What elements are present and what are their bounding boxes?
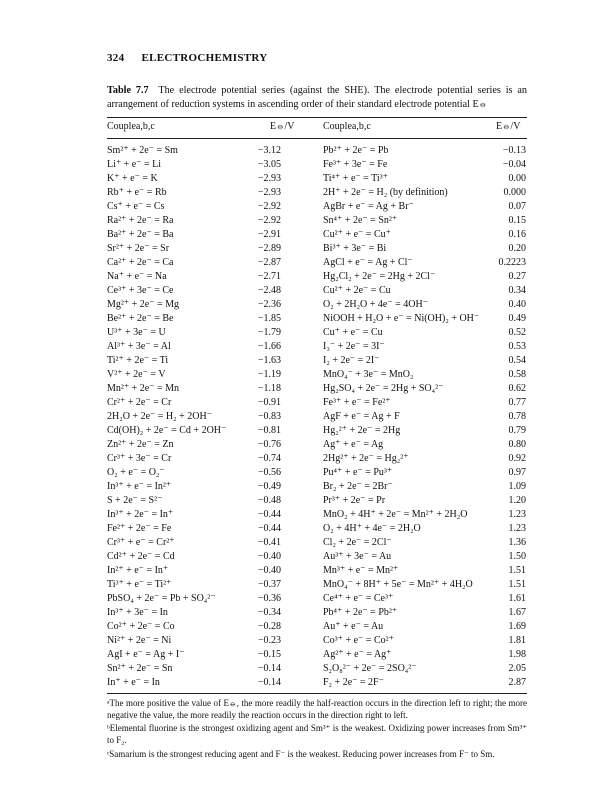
table-row (107, 312, 527, 326)
couple-right: S₂O₈²⁻ + 2e⁻ = 2SO₄²⁻ (323, 663, 417, 674)
potential-right: 0.07 (508, 201, 526, 212)
couple-right: 2H⁺ + 2e⁻ = H₂ (by definition) (323, 187, 448, 198)
table-row (107, 550, 527, 564)
couple-right: I₂ + 2e⁻ = 2I⁻ (323, 355, 380, 366)
potential-right: 0.80 (508, 439, 526, 450)
table-caption (107, 84, 527, 112)
table-row (107, 648, 527, 662)
potential-right: 1.69 (508, 621, 526, 632)
couple-left: V²⁺ + 2e⁻ = V (107, 369, 166, 380)
table-row (107, 564, 527, 578)
potential-right: 1.61 (508, 593, 526, 604)
couple-left: O₂ + e⁻ = O₂⁻ (107, 467, 165, 478)
couple-right: Ag⁺ + e⁻ = Ag (323, 439, 384, 450)
potential-left: −1.19 (257, 369, 281, 380)
table-row (107, 578, 527, 592)
couple-right: Cu⁺ + e⁻ = Cu (323, 327, 383, 338)
couple-left: 2H₂O + 2e⁻ = H₂ + 2OH⁻ (107, 411, 212, 422)
couple-left: Ti²⁺ + 2e⁻ = Ti (107, 355, 169, 366)
potential-table-body (107, 144, 527, 690)
potential-right: 0.79 (508, 425, 526, 436)
table-row (107, 270, 527, 284)
couple-right: Fe³⁺ + 3e⁻ = Fe (323, 159, 388, 170)
col-header-potential-left: E⦵/V (270, 121, 295, 132)
couple-left: Cd(OH)₂ + 2e⁻ = Cd + 2OH⁻ (107, 425, 227, 436)
potential-left: −0.37 (257, 579, 281, 590)
table-row (107, 340, 527, 354)
couple-left: In⁺ + e⁻ = In (107, 677, 160, 688)
potential-left: −2.87 (257, 257, 281, 268)
couple-right: F₂ + 2e⁻ = 2F⁻ (323, 677, 384, 688)
couple-left: Sn²⁺ + 2e⁻ = Sn (107, 663, 173, 674)
couple-right: Hg₂²⁺ + 2e⁻ = 2Hg (323, 425, 401, 436)
couple-left: Cr²⁺ + 2e⁻ = Cr (107, 397, 172, 408)
table-row (107, 368, 527, 382)
table-row (107, 326, 527, 340)
potential-right: 1.23 (508, 523, 526, 534)
couple-right: Br₂ + 2e⁻ = 2Br⁻ (323, 481, 393, 492)
table-row (107, 676, 527, 690)
potential-left: −0.14 (257, 677, 281, 688)
col-header-couple-left: Couplea,b,c (107, 121, 155, 132)
table-row (107, 410, 527, 424)
footnote-b: ᵇElemental fluorine is the strongest oxidizing agent and Sm³⁺ is the weakest. Oxidizing power increases from Sm³⁺ to F₂. (107, 723, 527, 745)
potential-right: 0.52 (508, 327, 526, 338)
running-title: ELECTROCHEMISTRY (141, 52, 268, 64)
potential-left: −0.56 (257, 467, 281, 478)
couple-left: Ca²⁺ + 2e⁻ = Ca (107, 257, 174, 268)
col-header-couple-right: Couplea,b,c (323, 121, 371, 132)
potential-left: −2.92 (257, 215, 281, 226)
footnote-c: ᶜSamarium is the strongest reducing agent and F⁻ is the weakest. Reducing power increases from F⁻ to Sm. (107, 749, 495, 759)
potential-left: −1.85 (257, 313, 281, 324)
couple-left: Sr²⁺ + 2e⁻ = Sr (107, 243, 170, 254)
table-row (107, 354, 527, 368)
potential-left: −1.66 (257, 341, 281, 352)
couple-right: Bi³⁺ + 3e⁻ = Bi (323, 243, 387, 254)
couple-left: S + 2e⁻ = S²⁻ (107, 495, 163, 506)
couple-left: Be²⁺ + 2e⁻ = Be (107, 313, 174, 324)
couple-left: PbSO₄ + 2e⁻ = Pb + SO₄²⁻ (107, 593, 216, 604)
table-row (107, 172, 527, 186)
table-row (107, 620, 527, 634)
potential-right: 0.54 (508, 355, 526, 366)
couple-left: Ce³⁺ + 3e⁻ = Ce (107, 285, 174, 296)
potential-left: −0.76 (257, 439, 281, 450)
potential-right: 0.34 (508, 285, 526, 296)
couple-left: In³⁺ + 3e⁻ = In (107, 607, 168, 618)
couple-right: Au³⁺ + 3e⁻ = Au (323, 551, 392, 562)
couple-right: MnO₂ + 4H⁺ + 2e⁻ = Mn²⁺ + 2H₂O (323, 509, 468, 520)
potential-left: −0.83 (257, 411, 281, 422)
potential-right: 1.51 (508, 565, 526, 576)
couple-left: AgI + e⁻ = Ag + I⁻ (107, 649, 185, 660)
couple-left: Na⁺ + e⁻ = Na (107, 271, 167, 282)
potential-right: 1.23 (508, 509, 526, 520)
page-number: 324 (107, 52, 125, 64)
potential-left: −3.12 (257, 145, 281, 156)
couple-right: Au⁺ + e⁻ = Au (323, 621, 384, 632)
potential-left: −2.92 (257, 201, 281, 212)
table-row (107, 284, 527, 298)
table-row (107, 634, 527, 648)
couple-left: Fe²⁺ + 2e⁻ = Fe (107, 523, 172, 534)
couple-left: Mg²⁺ + 2e⁻ = Mg (107, 299, 180, 310)
couple-right: Sn⁴⁺ + 2e⁻ = Sn²⁺ (323, 215, 398, 226)
col-header-potential-right: E⦵/V (496, 121, 521, 132)
potential-right: −0.04 (502, 159, 526, 170)
couple-left: Cs⁺ + e⁻ = Cs (107, 201, 165, 212)
couple-left: Al³⁺ + 3e⁻ = Al (107, 341, 171, 352)
couple-left: Cr³⁺ + e⁻ = Cr²⁺ (107, 537, 175, 548)
potential-right: 0.92 (508, 453, 526, 464)
potential-right: 0.97 (508, 467, 526, 478)
potential-right: 2.87 (508, 677, 526, 688)
couple-right: Cu²⁺ + e⁻ = Cu⁺ (323, 229, 391, 240)
potential-left: −0.36 (257, 593, 281, 604)
couple-left: U³⁺ + 3e⁻ = U (107, 327, 166, 338)
potential-left: −0.91 (257, 397, 281, 408)
table-bottom-rule (107, 693, 527, 694)
potential-right: 0.16 (508, 229, 526, 240)
potential-left: −1.63 (257, 355, 281, 366)
couple-left: In³⁺ + 2e⁻ = In⁺ (107, 509, 174, 520)
couple-right: Mn³⁺ + e⁻ = Mn²⁺ (323, 565, 399, 576)
couple-right: Ce⁴⁺ + e⁻ = Ce³⁺ (323, 593, 394, 604)
potential-left: −3.05 (257, 159, 281, 170)
couple-right: AgCl + e⁻ = Ag + Cl⁻ (323, 257, 413, 268)
couple-right: Cu²⁺ + 2e⁻ = Cu (323, 285, 391, 296)
couple-left: Ni²⁺ + 2e⁻ = Ni (107, 635, 172, 646)
table-row (107, 452, 527, 466)
potential-right: 0.27 (508, 271, 526, 282)
running-header (107, 52, 527, 64)
potential-right: 1.67 (508, 607, 526, 618)
couple-right: I₃⁻ + 2e⁻ = 3I⁻ (323, 341, 385, 352)
table-row (107, 466, 527, 480)
couple-left: K⁺ + e⁻ = K (107, 173, 158, 184)
couple-right: AgF + e⁻ = Ag + F (323, 411, 400, 422)
table-top-rule (107, 117, 527, 118)
table-row (107, 382, 527, 396)
potential-right: 2.05 (508, 663, 526, 674)
potential-right: 0.40 (508, 299, 526, 310)
potential-right: 1.36 (508, 537, 526, 548)
couple-right: Pr³⁺ + 2e⁻ = Pr (323, 495, 386, 506)
potential-right: 1.09 (508, 481, 526, 492)
potential-left: −0.40 (257, 551, 281, 562)
potential-left: −1.18 (257, 383, 281, 394)
footnote-a: ᵃThe more positive the value of E⦵, the more readily the half-reaction occurs in the direction left to right; the more negative the value, the more readily the reaction occurs in the direction right to left. (107, 698, 527, 720)
couple-left: Rb⁺ + e⁻ = Rb (107, 187, 167, 198)
couple-right: Pb⁴⁺ + 2e⁻ = Pb²⁺ (323, 607, 398, 618)
couple-right: Ag²⁺ + e⁻ = Ag⁺ (323, 649, 392, 660)
table-caption-text: The electrode potential series (against the SHE). The electrode potential series is an arrangement of reduction systems in ascending order of their standard electrode potential E⦵ (107, 85, 528, 110)
potential-right: 0.53 (508, 341, 526, 352)
table-row (107, 536, 527, 550)
table-row (107, 256, 527, 270)
potential-left: −0.48 (257, 495, 281, 506)
potential-left: −0.41 (257, 537, 281, 548)
couple-left: Cr³⁺ + 3e⁻ = Cr (107, 453, 172, 464)
potential-left: −0.28 (257, 621, 281, 632)
couple-right: Pb²⁺ + 2e⁻ = Pb (323, 145, 389, 156)
potential-left: −0.40 (257, 565, 281, 576)
table-row (107, 592, 527, 606)
table-row (107, 438, 527, 452)
table-row (107, 480, 527, 494)
table-row (107, 396, 527, 410)
potential-left: −2.36 (257, 299, 281, 310)
potential-right: 1.50 (508, 551, 526, 562)
potential-right: 0.58 (508, 369, 526, 380)
potential-left: −0.14 (257, 663, 281, 674)
couple-left: Zn²⁺ + 2e⁻ = Zn (107, 439, 174, 450)
potential-left: −2.91 (257, 229, 281, 240)
potential-left: −2.48 (257, 285, 281, 296)
potential-right: 0.2223 (498, 257, 526, 268)
couple-right: NiOOH + H₂O + e⁻ = Ni(OH)₂ + OH⁻ (323, 313, 480, 324)
potential-right: 0.78 (508, 411, 526, 422)
potential-right: 0.000 (503, 187, 526, 198)
couple-left: In²⁺ + e⁻ = In⁺ (107, 565, 169, 576)
couple-right: 2Hg²⁺ + 2e⁻ = Hg₂²⁺ (323, 453, 409, 464)
table-row (107, 606, 527, 620)
potential-left: −2.93 (257, 173, 281, 184)
couple-left: Ti³⁺ + e⁻ = Ti²⁺ (107, 579, 172, 590)
couple-right: Co³⁺ + e⁻ = Co²⁺ (323, 635, 394, 646)
couple-left: Mn²⁺ + 2e⁻ = Mn (107, 383, 180, 394)
couple-right: MnO₄⁻ + 8H⁺ + 5e⁻ = Mn²⁺ + 4H₂O (323, 579, 473, 590)
table-row (107, 200, 527, 214)
table-row (107, 158, 527, 172)
table-label: Table 7.7 (107, 85, 149, 96)
couple-left: Cd²⁺ + 2e⁻ = Cd (107, 551, 175, 562)
couple-left: Co²⁺ + 2e⁻ = Co (107, 621, 175, 632)
table-row (107, 662, 527, 676)
couple-right: Ti⁴⁺ + e⁻ = Ti³⁺ (323, 173, 388, 184)
couple-left: Sm²⁺ + 2e⁻ = Sm (107, 145, 178, 156)
potential-right: 1.51 (508, 579, 526, 590)
table-row (107, 214, 527, 228)
couple-right: O₂ + 2H₂O + 4e⁻ = 4OH⁻ (323, 299, 428, 310)
table-row (107, 494, 527, 508)
couple-left: In³⁺ + e⁻ = In²⁺ (107, 481, 172, 492)
potential-right: 0.77 (508, 397, 526, 408)
table-header-rule (107, 138, 527, 139)
potential-left: −0.44 (257, 509, 281, 520)
couple-right: Hg₂SO₄ + 2e⁻ = 2Hg + SO₄²⁻ (323, 383, 444, 394)
potential-left: −2.71 (257, 271, 281, 282)
potential-left: −0.74 (257, 453, 281, 464)
table-row (107, 424, 527, 438)
potential-right: 0.20 (508, 243, 526, 254)
potential-left: −0.23 (257, 635, 281, 646)
potential-left: −0.34 (257, 607, 281, 618)
potential-left: −2.89 (257, 243, 281, 254)
potential-left: −0.81 (257, 425, 281, 436)
couple-right: AgBr + e⁻ = Ag + Br⁻ (323, 201, 414, 212)
potential-left: −0.15 (257, 649, 281, 660)
couple-left: Ra²⁺ + 2e⁻ = Ra (107, 215, 174, 226)
potential-left: −0.49 (257, 481, 281, 492)
potential-right: 0.49 (508, 313, 526, 324)
couple-right: Fe³⁺ + e⁻ = Fe²⁺ (323, 397, 391, 408)
couple-right: Hg₂Cl₂ + 2e⁻ = 2Hg + 2Cl⁻ (323, 271, 436, 282)
table-row (107, 522, 527, 536)
couple-right: MnO₄⁻ + 3e⁻ = MnO₂ (323, 369, 414, 380)
couple-left: Ba²⁺ + 2e⁻ = Ba (107, 229, 174, 240)
table-row (107, 144, 527, 158)
couple-left: Li⁺ + e⁻ = Li (107, 159, 162, 170)
couple-right: Pu⁴⁺ + e⁻ = Pu³⁺ (323, 467, 393, 478)
table-row (107, 298, 527, 312)
table-row (107, 228, 527, 242)
potential-left: −2.93 (257, 187, 281, 198)
potential-right: 1.81 (508, 635, 526, 646)
table-row (107, 508, 527, 522)
potential-left: −1.79 (257, 327, 281, 338)
table-row (107, 242, 527, 256)
potential-right: 1.20 (508, 495, 526, 506)
couple-right: Cl₂ + 2e⁻ = 2Cl⁻ (323, 537, 392, 548)
couple-right: O₂ + 4H⁺ + 4e⁻ = 2H₂O (323, 523, 421, 534)
potential-right: 0.15 (508, 215, 526, 226)
potential-right: 0.00 (508, 173, 526, 184)
potential-right: 1.98 (508, 649, 526, 660)
table-row (107, 186, 527, 200)
potential-left: −0.44 (257, 523, 281, 534)
potential-right: −0.13 (502, 145, 526, 156)
potential-right: 0.62 (508, 383, 526, 394)
